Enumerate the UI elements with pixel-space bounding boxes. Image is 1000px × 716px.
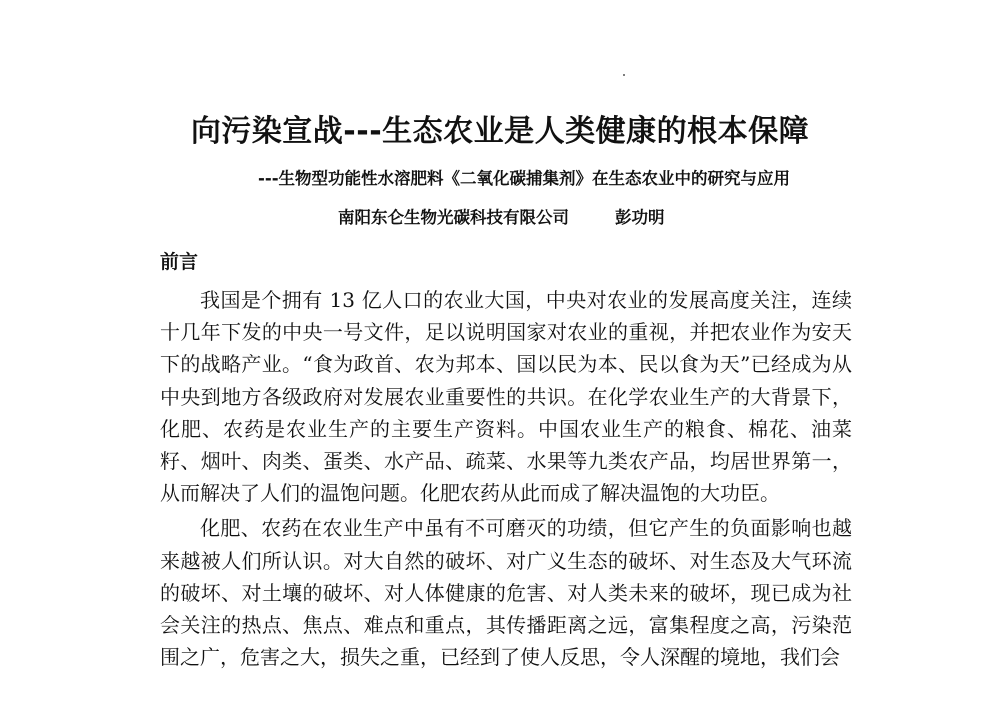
document-subtitle: ---生物型功能性水溶肥料《二氧化碳捕集剂》在生态农业中的研究与应用 xyxy=(258,169,791,188)
scan-speck xyxy=(623,74,625,76)
byline xyxy=(338,206,665,230)
paragraph: 我国是个拥有 13 亿人口的农业大国，中央对农业的发展高度关注，连续十几年下发的中央一号文件，足以说明国家对农业的重视，并把农业作为安天下的战略产业。“食为政首、农为邦本、国以民为本、民以食为天”已经成为从中央到地方各级政府对发展农业重要性的共识。在化学农业生产的大背景下，化肥、农药是农业生产的主要生产资料。中国农业生产的粮食、棉花、油菜籽、烟叶、肉类、蛋类、水产品、疏菜、水果等九类农产品，均居世界第一，从而解决了人们的温饱问题。化肥农药从此而成了解决温饱的大功臣。 xyxy=(160,288,852,506)
body-text xyxy=(160,284,852,676)
document-title: 向污染宣战---生态农业是人类健康的根本保障 xyxy=(190,114,810,149)
section-heading: 前言 xyxy=(160,251,199,273)
organization-name: 南阳东仑生物光碳科技有限公司 xyxy=(338,208,569,227)
paragraph: 化肥、农药在农业生产中虽有不可磨灭的功绩，但它产生的负面影响也越来越被人们所认识。对大自然的破坏、对广义生态的破坏、对生态及大气环流的破坏、对土壤的破坏、对人体健康的危害、对人类未来的破坏，现已成为社会关注的热点、焦点、难点和重点，其传播距离之远，富集程度之高，污染范围之广，危害之大，损失之重，已经到了使人反思，令人深醒的境地，我们会 xyxy=(160,516,852,670)
author-name: 彭功明 xyxy=(615,208,665,227)
